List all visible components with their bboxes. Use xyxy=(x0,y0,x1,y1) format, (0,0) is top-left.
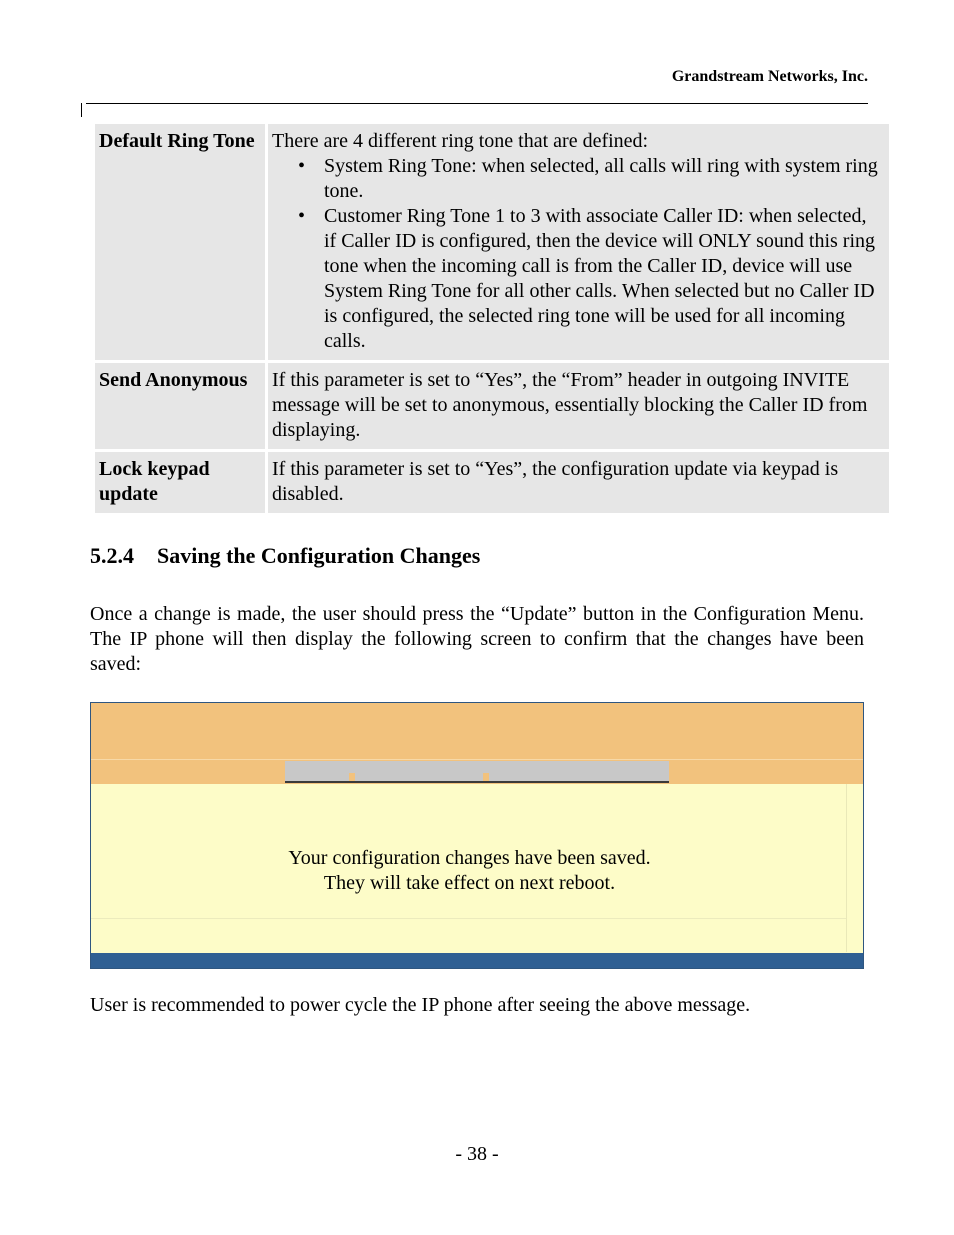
table-row xyxy=(95,124,889,360)
header-rule xyxy=(86,103,868,104)
message-line: Your configuration changes have been saved. xyxy=(288,847,651,869)
param-name: Lock keypad update xyxy=(95,452,265,513)
section-title: Saving the Configuration Changes xyxy=(157,543,481,568)
param-description xyxy=(268,124,889,360)
screen-footer-bar xyxy=(91,953,863,968)
config-saved-screenshot xyxy=(90,702,864,969)
message-line: They will take effect on next reboot. xyxy=(323,872,616,894)
screen-tab-strip xyxy=(285,761,669,783)
list-item: • System Ring Tone: when selected, all calls will ring with system ring tone. xyxy=(324,154,879,204)
section-number: 5.2.4 xyxy=(90,543,134,568)
saved-confirmation-message xyxy=(91,846,848,896)
list-item: • Customer Ring Tone 1 to 3 with associate Caller ID: when selected, if Caller ID is configured, then the device will ONLY sound this ring tone when the incoming call is from the Caller ID, device will use System Ring Tone for all other calls. When selected but no Caller ID is configured, the selected ring tone will be used for all incoming calls. xyxy=(324,204,879,354)
tab-separator xyxy=(483,773,489,781)
section-heading xyxy=(90,543,480,569)
page-number: - 38 - xyxy=(455,1143,499,1165)
intro-paragraph: Once a change is made, the user should press the “Update” button in the Configuration Menu. The IP phone will then display the following screen to confirm that the changes have been saved: xyxy=(90,603,864,675)
param-name: Send Anonymous xyxy=(95,363,265,449)
param-description: If this parameter is set to “Yes”, the “From” header in outgoing INVITE message will be set to anonymous, essentially blocking the Caller ID from displaying. xyxy=(268,363,889,449)
bullet-list xyxy=(272,154,879,354)
table-row xyxy=(95,452,889,513)
table-row xyxy=(95,363,889,449)
header-company-name: Grandstream Networks, Inc. xyxy=(671,68,868,85)
param-name: Default Ring Tone xyxy=(95,124,265,360)
header-margin-mark xyxy=(81,103,82,117)
after-paragraph: User is recommended to power cycle the IP phone after seeing the above message. xyxy=(90,994,751,1016)
tab-separator xyxy=(349,773,355,781)
param-intro: There are 4 different ring tone that are defined: xyxy=(272,130,649,152)
param-description: If this parameter is set to “Yes”, the configuration update via keypad is disabled. xyxy=(268,452,889,513)
parameter-table xyxy=(92,121,892,516)
